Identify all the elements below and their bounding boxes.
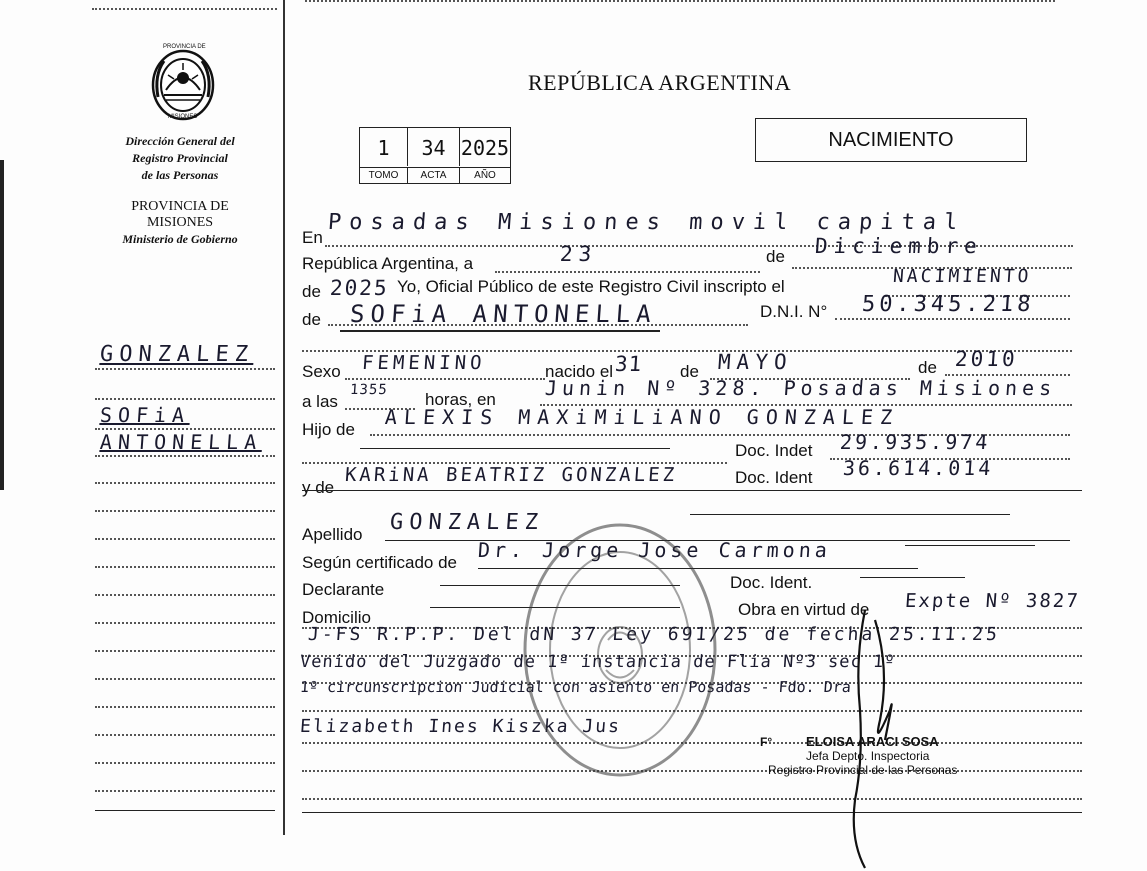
field-mes: Diciembre	[814, 234, 984, 258]
field-lugar: Posadas Misiones movil capital	[327, 210, 967, 235]
field-obra: Expte Nº 3827	[904, 590, 1081, 612]
field-doc-padre: 29.935.974	[839, 430, 992, 454]
margin-line	[95, 810, 275, 811]
label-obra: Obra en virtud de	[738, 600, 870, 619]
margin-line	[95, 790, 275, 792]
margin-name-2: ANTONELLA	[99, 430, 264, 454]
margin-line	[95, 622, 275, 624]
obs-line-1: J-FS R.P.P. Del dN 37 Ley 691/25 de fecha 25.11.25	[307, 624, 1001, 645]
page-edge	[0, 160, 4, 490]
margin-line	[95, 482, 275, 484]
label-hijo: Hijo de	[302, 420, 355, 439]
label-yo: Yo, Oficial Público de este Registro Civil inscripto el	[397, 277, 785, 296]
seal-bottom-text: MISIONES	[168, 114, 198, 120]
tomo-label: TOMO	[360, 167, 408, 183]
line-dni	[835, 318, 1070, 320]
margin-surname: GONZALEZ	[99, 342, 255, 367]
field-tipo: NACIMIENTO	[892, 266, 1033, 287]
obs-line-3: 1º circunscripcion Judicial con asiento en Posadas - Fdo. Dra	[299, 678, 852, 696]
label-de-mes: de	[766, 247, 785, 266]
label-de-nombre: de	[302, 310, 321, 329]
margin-line	[95, 650, 275, 652]
obs-dots-6	[302, 798, 1082, 800]
line-doc-declarante	[860, 577, 965, 578]
field-dia: 23	[559, 242, 599, 266]
field-hora: 1355	[349, 382, 389, 398]
line-madre	[302, 490, 1082, 491]
label-apellido: Apellido	[302, 525, 363, 544]
acta-value: 34	[408, 128, 460, 166]
line-certificado	[905, 545, 1035, 546]
field-nombre: SOFiA ANTONELLA	[349, 300, 658, 328]
obs-line-4: Elizabeth Ines Kiszka Jus	[299, 716, 622, 737]
margin-line	[95, 428, 275, 430]
agency-line-2: Registro Provincial	[132, 151, 228, 165]
acta-box	[359, 127, 511, 184]
line-apellido-top	[690, 514, 1010, 515]
margin-line	[95, 368, 275, 370]
agency-line-1: Dirección General del	[125, 134, 235, 148]
province-block	[100, 199, 260, 247]
label-domicilio: Domicilio	[302, 608, 371, 627]
label-doc-ident-2: Doc. Ident.	[730, 573, 813, 592]
margin-rule	[283, 0, 285, 835]
label-doc-ident: Doc. Ident	[735, 468, 813, 487]
label-dni: D.N.I. N°	[760, 302, 828, 321]
field-doc-madre: 36.614.014	[842, 456, 995, 480]
label-segun: Según certificado de	[302, 553, 457, 572]
top-right-dots	[305, 0, 1055, 2]
margin-line	[95, 538, 275, 540]
margin-name-1: SOFiA	[99, 403, 192, 427]
label-de-anio-nac: de	[918, 358, 937, 377]
label-republica: República Argentina, a	[302, 254, 474, 273]
acta-label: ACTA	[408, 167, 460, 183]
field-lugar-nac: Junin Nº 328. Posadas Misiones	[544, 376, 1058, 400]
anio-value: 2025	[460, 136, 510, 160]
label-doc-indet: Doc. Indet	[735, 441, 813, 460]
label-en: En	[302, 228, 323, 247]
tomo-value: 1	[360, 128, 408, 166]
margin-line	[95, 594, 275, 596]
line-sexo	[345, 378, 545, 380]
agency-line-3: de las Personas	[141, 168, 219, 182]
country-title: REPÚBLICA ARGENTINA	[528, 70, 792, 95]
signature-role: Jefa Depto. Inspectoria	[806, 749, 930, 763]
field-anio-nac: 2010	[954, 347, 1019, 371]
label-de-mes-nac: de	[680, 362, 699, 381]
field-sexo: FEMENINO	[361, 352, 487, 374]
agency-block	[100, 133, 260, 184]
margin-line	[95, 566, 275, 568]
label-sexo: Sexo	[302, 362, 341, 381]
field-anio: 2025	[329, 276, 390, 300]
signature-name: ELOISA ARACI SOSA	[806, 734, 939, 749]
anio-label: AÑO	[460, 167, 510, 183]
label-nacido: nacido el	[545, 362, 614, 381]
ministry-line: Ministerio de Gobierno	[122, 232, 238, 246]
field-apellido: GONZALEZ	[389, 510, 545, 535]
margin-line	[95, 455, 275, 457]
field-certificado: Dr. Jorge Jose Carmona	[477, 538, 832, 562]
obs-line-2: Venido del Juzgado de 1ª instancia de Flia Nº3 sec 1º	[299, 652, 897, 672]
field-mes-nac: MAYO	[717, 350, 794, 374]
margin-line	[95, 734, 275, 736]
label-horas: horas, en	[425, 390, 496, 409]
margin-line	[95, 510, 275, 512]
margin-line	[95, 762, 275, 764]
margin-line	[95, 678, 275, 680]
signature-office: Registro Provincial de las Personas	[768, 763, 958, 777]
top-left-dots	[92, 8, 277, 10]
label-a-las: a las	[302, 392, 338, 411]
seal-top-text: PROVINCIA DE	[163, 44, 206, 50]
coat-of-arms-seal	[148, 45, 218, 123]
registry-stamp	[520, 520, 720, 780]
document-type-box: NACIMIENTO	[755, 118, 1027, 162]
province-line-2: MISIONES	[146, 215, 214, 230]
margin-line	[95, 398, 275, 400]
field-dni: 50.345.218	[861, 292, 1036, 317]
field-padre: ALEXIS MAXiMiLiANO GONZALEZ	[384, 405, 900, 429]
label-declarante: Declarante	[302, 580, 385, 599]
label-y-de: y de	[302, 478, 335, 497]
field-madre: KARiNA BEATRIZ GONZALEZ	[344, 464, 678, 486]
bottom-line	[302, 812, 1082, 813]
nombre-underline	[340, 330, 660, 332]
signature-block	[760, 735, 957, 777]
padre-strike	[360, 448, 670, 449]
line-dia	[495, 271, 760, 273]
signature-prefix: F°	[760, 735, 773, 749]
field-dia-nac: 31	[614, 352, 644, 376]
province-line-1: PROVINCIA DE	[131, 199, 229, 214]
label-de-anio: de	[302, 282, 321, 301]
margin-line	[95, 706, 275, 708]
